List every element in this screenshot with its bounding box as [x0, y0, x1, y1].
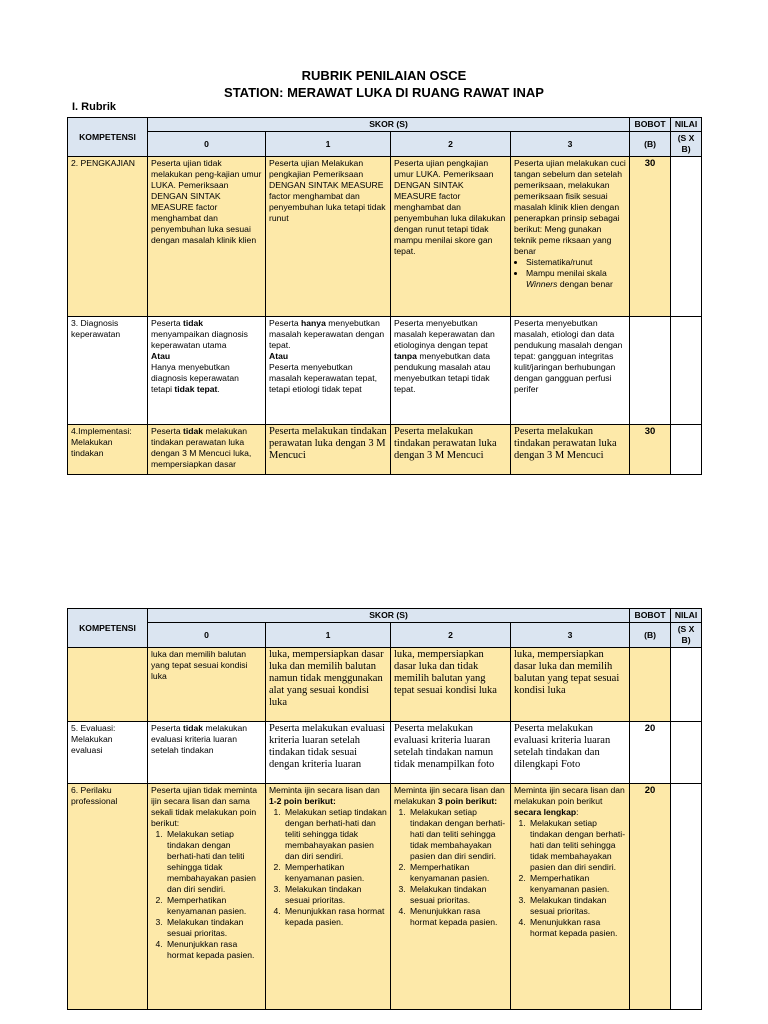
list-item: 4. Menunjukkan rasa hormat kepada pasien.: [528, 917, 626, 939]
score-0-cell: Peserta tidak menyampaikan diagnosis keperawatan utama Atau Hanya menyebutkan diagnosis keperawatan tetapi tidak tepat.: [148, 317, 266, 425]
header-nilai-sub: (S X B): [671, 132, 702, 157]
header-score-0: 0: [148, 132, 266, 157]
score-2-cell: Peserta melakukan evaluasi kriteria luaran setelah tindakan namun tidak menampilkan foto: [391, 722, 511, 784]
list-item: 1. Melakukan setiap tindakan dengan berhati-hati dan teliti sehingga tidak membahayakan pasien dan diri sendiri.: [528, 818, 626, 873]
score-1-cell: Peserta melakukan tindakan perawatan luka dengan 3 M Mencuci: [266, 425, 391, 475]
score-2-cell: Peserta melakukan tindakan perawatan luka dengan 3 M Mencuci: [391, 425, 511, 475]
header-skor: SKOR (S): [148, 609, 630, 623]
header-nilai: NILAI: [671, 118, 702, 132]
list-item: 3. Melakukan tindakan sesuai prioritas.: [165, 917, 262, 939]
header-kompetensi: KOMPETENSI: [68, 118, 148, 157]
kompetensi-label: 4.Implementasi: Melakukan tindakan: [68, 425, 148, 475]
score-2-cell: Meminta ijin secara lisan dan melakukan 3 poin berikut: 1. Melakukan setiap tindakan dengan berhati-hati dan teliti sehingga tidak membahayakan pasien dan diri sendiri. 2. Memperhatikan kenyamanan pasien. 3. Melakukan tindakan sesuai prioritas. 4. Menunjukkan rasa hormat kepada pasien.: [391, 784, 511, 1010]
header-score-3: 3: [511, 623, 630, 648]
score-3-cell: Peserta melakukan tindakan perawatan luka dengan 3 M Mencuci: [511, 425, 630, 475]
header-score-2: 2: [391, 132, 511, 157]
header-score-1: 1: [266, 132, 391, 157]
list-item: 1. Melakukan setiap tindakan dengan berhati-hati dan teliti sehingga tidak membahayakan pasien dan diri sendiri.: [165, 829, 262, 895]
kompetensi-label: 5. Evaluasi: Melakukan evaluasi: [68, 722, 148, 784]
header-score-3: 3: [511, 132, 630, 157]
list-item: 2. Memperhatikan kenyamanan pasien.: [283, 862, 387, 884]
table-row: [68, 425, 702, 475]
nilai-cell: [671, 784, 702, 1010]
list-item: 3. Melakukan tindakan sesuai prioritas.: [528, 895, 626, 917]
table-row: [68, 722, 702, 784]
header-bobot-sub: (B): [630, 623, 671, 648]
score-1-cell: Peserta ujian Melakukan pengkajian Pemeriksaan DENGAN SINTAK MEASURE factor menghambat dan penyembuhan luka tetapi tidak runut: [266, 157, 391, 317]
score-3-cell: Peserta menyebutkan masalah, etiologi dan data pendukung masalah dengan tepat: gangguan integritas kulit/jaringan berhubungan dengan gangguan perfusi perifer: [511, 317, 630, 425]
header-score-0: 0: [148, 623, 266, 648]
kompetensi-label: [68, 648, 148, 722]
score-0-cell: Peserta tidak melakukan evaluasi kriteria luaran setelah tindakan: [148, 722, 266, 784]
header-bobot: BOBOT: [630, 609, 671, 623]
list-item: 1. Melakukan setiap tindakan dengan berhati-hati dan teliti sehingga tidak membahayakan pasien dan diri sendiri.: [283, 807, 387, 862]
score-2-cell: Peserta ujian pengkajian umur LUKA. Pemeriksaan DENGAN SINTAK MEASURE factor menghambat dan penyembuhan luka dilakukan dengan runut tetapi tidak mampu menilai skore gan tepat.: [391, 157, 511, 317]
score-3-text: Peserta ujian melakukan cuci tangan sebelum dan setelah pemeriksaan, melakukan pemeriksaan fisik sesuai masalah klinik klien dengan penerapkan prinsip sebagai berikut: Meng gunakan teknik peme riksaan yang benar: [514, 158, 626, 256]
table-row: [68, 317, 702, 425]
score-1-cell: Peserta hanya menyebutkan masalah keperawatan dengan tepat. Atau Peserta menyebutkan masalah keperawatan tepat, tetapi etiologi tidak tepat: [266, 317, 391, 425]
header-score-2: 2: [391, 623, 511, 648]
list-item: 3. Melakukan tindakan sesuai prioritas.: [283, 884, 387, 906]
nilai-cell: [671, 648, 702, 722]
header-bobot-sub: (B): [630, 132, 671, 157]
table-row: [68, 784, 702, 1010]
nilai-cell: [671, 722, 702, 784]
nilai-cell: [671, 157, 702, 317]
kompetensi-label: 6. Perilaku professional: [68, 784, 148, 1010]
bobot-value: 20: [630, 722, 671, 784]
nilai-cell: [671, 425, 702, 475]
header-score-1: 1: [266, 623, 391, 648]
bobot-value: 20: [630, 784, 671, 1010]
score-3-cell: Peserta melakukan evaluasi kriteria luaran setelah tindakan dan dilengkapi Foto: [511, 722, 630, 784]
header-nilai: NILAI: [671, 609, 702, 623]
header-kompetensi: KOMPETENSI: [68, 609, 148, 648]
score-0-cell: Peserta ujian tidak meminta ijin secara lisan dan sama sekali tidak melakukan poin berikut: 1. Melakukan setiap tindakan dengan berhati-hati dan teliti sehingga tidak membahayakan pasien dan diri sendiri. 2. Memperhatikan kenyamanan pasien. 3. Melakukan tindakan sesuai prioritas. 4. Menunjukkan rasa hormat kepada pasien.: [148, 784, 266, 1010]
header-bobot: BOBOT: [630, 118, 671, 132]
score-3-cell: Meminta ijin secara lisan dan melakukan poin berikut secara lengkap: 1. Melakukan setiap tindakan dengan berhati-hati dan teliti sehingga tidak membahayakan pasien dan diri sendiri. 2. Memperhatikan kenyamanan pasien. 3. Melakukan tindakan sesuai prioritas. 4. Menunjukkan rasa hormat kepada pasien.: [511, 784, 630, 1010]
score-1-cell: Meminta ijin secara lisan dan 1-2 poin berikut: 1. Melakukan setiap tindakan dengan berhati-hati dan teliti sehingga tidak membahayakan pasien dan diri sendiri. 2. Memperhatikan kenyamanan pasien. 3. Melakukan tindakan sesuai prioritas. 4. Menunjukkan rasa hormat kepada pasien.: [266, 784, 391, 1010]
list-item: 2. Memperhatikan kenyamanan pasien.: [165, 895, 262, 917]
list-item: • Mampu menilai skala Winners dengan benar: [526, 268, 626, 290]
table-row: [68, 648, 702, 722]
section-label: I. Rubrik: [72, 101, 117, 113]
rubric-table-1: [67, 117, 702, 475]
score-0-cell: Peserta tidak melakukan tindakan perawatan luka dengan 3 M Mencuci luka, mempersiapkan dasar: [148, 425, 266, 475]
score-1-cell: luka, mempersiapkan dasar luka dan memilih balutan namun tidak menggunakan alat yang sesuai kondisi luka: [266, 648, 391, 722]
score-2-cell: Peserta menyebutkan masalah keperawatan dan etiologinya dengan tepat tanpa menyebutkan data pendukung masalah atau menyebutkan tetapi tidak tepat.: [391, 317, 511, 425]
list-item: • Sistematika/runut: [526, 257, 626, 268]
nilai-cell: [671, 317, 702, 425]
list-item: 4. Menunjukkan rasa hormat kepada pasien.: [283, 906, 387, 928]
score-3-cell: luka, mempersiapkan dasar luka dan memilih balutan yang tepat sesuai kondisi luka: [511, 648, 630, 722]
header-nilai-sub: (S X B): [671, 623, 702, 648]
rubric-table-2: [67, 608, 702, 1010]
page-subtitle: STATION: MERAWAT LUKA DI RUANG RAWAT INAP: [224, 85, 544, 100]
score-1-cell: Peserta melakukan evaluasi kriteria luaran setelah tindakan tidak sesuai dengan kriteria luaran: [266, 722, 391, 784]
list-item: 1. Melakukan setiap tindakan dengan berhati-hati dan teliti sehingga tidak membahayakan pasien dan diri sendiri.: [408, 807, 507, 862]
kompetensi-label: 3. Diagnosis keperawatan: [68, 317, 148, 425]
score-2-cell: luka, mempersiapkan dasar luka dan tidak memilih balutan yang tepat sesuai kondisi luka: [391, 648, 511, 722]
list-item: 2. Memperhatikan kenyamanan pasien.: [528, 873, 626, 895]
score-0-cell: Peserta ujian tidak melakukan peng-kajian umur LUKA. Pemeriksaan DENGAN SINTAK MEASURE factor menghambat dan penyembuhan luka sesuai dengan masalah klinik klien: [148, 157, 266, 317]
score-3-cell: [511, 157, 630, 317]
score-0-cell: luka dan memilih balutan yang tepat sesuai kondisi luka: [148, 648, 266, 722]
page-title: RUBRIK PENILAIAN OSCE: [301, 68, 467, 83]
bobot-value: [630, 648, 671, 722]
table-row: [68, 157, 702, 317]
bobot-value: [630, 317, 671, 425]
bobot-value: 30: [630, 425, 671, 475]
list-item: 2. Memperhatikan kenyamanan pasien.: [408, 862, 507, 884]
list-item: 3. Melakukan tindakan sesuai prioritas.: [408, 884, 507, 906]
list-item: 4. Menunjukkan rasa hormat kepada pasien.: [408, 906, 507, 928]
bobot-value: 30: [630, 157, 671, 317]
kompetensi-label: 2. PENGKAJIAN: [68, 157, 148, 317]
list-item: 4. Menunjukkan rasa hormat kepada pasien.: [165, 939, 262, 961]
header-skor: SKOR (S): [148, 118, 630, 132]
